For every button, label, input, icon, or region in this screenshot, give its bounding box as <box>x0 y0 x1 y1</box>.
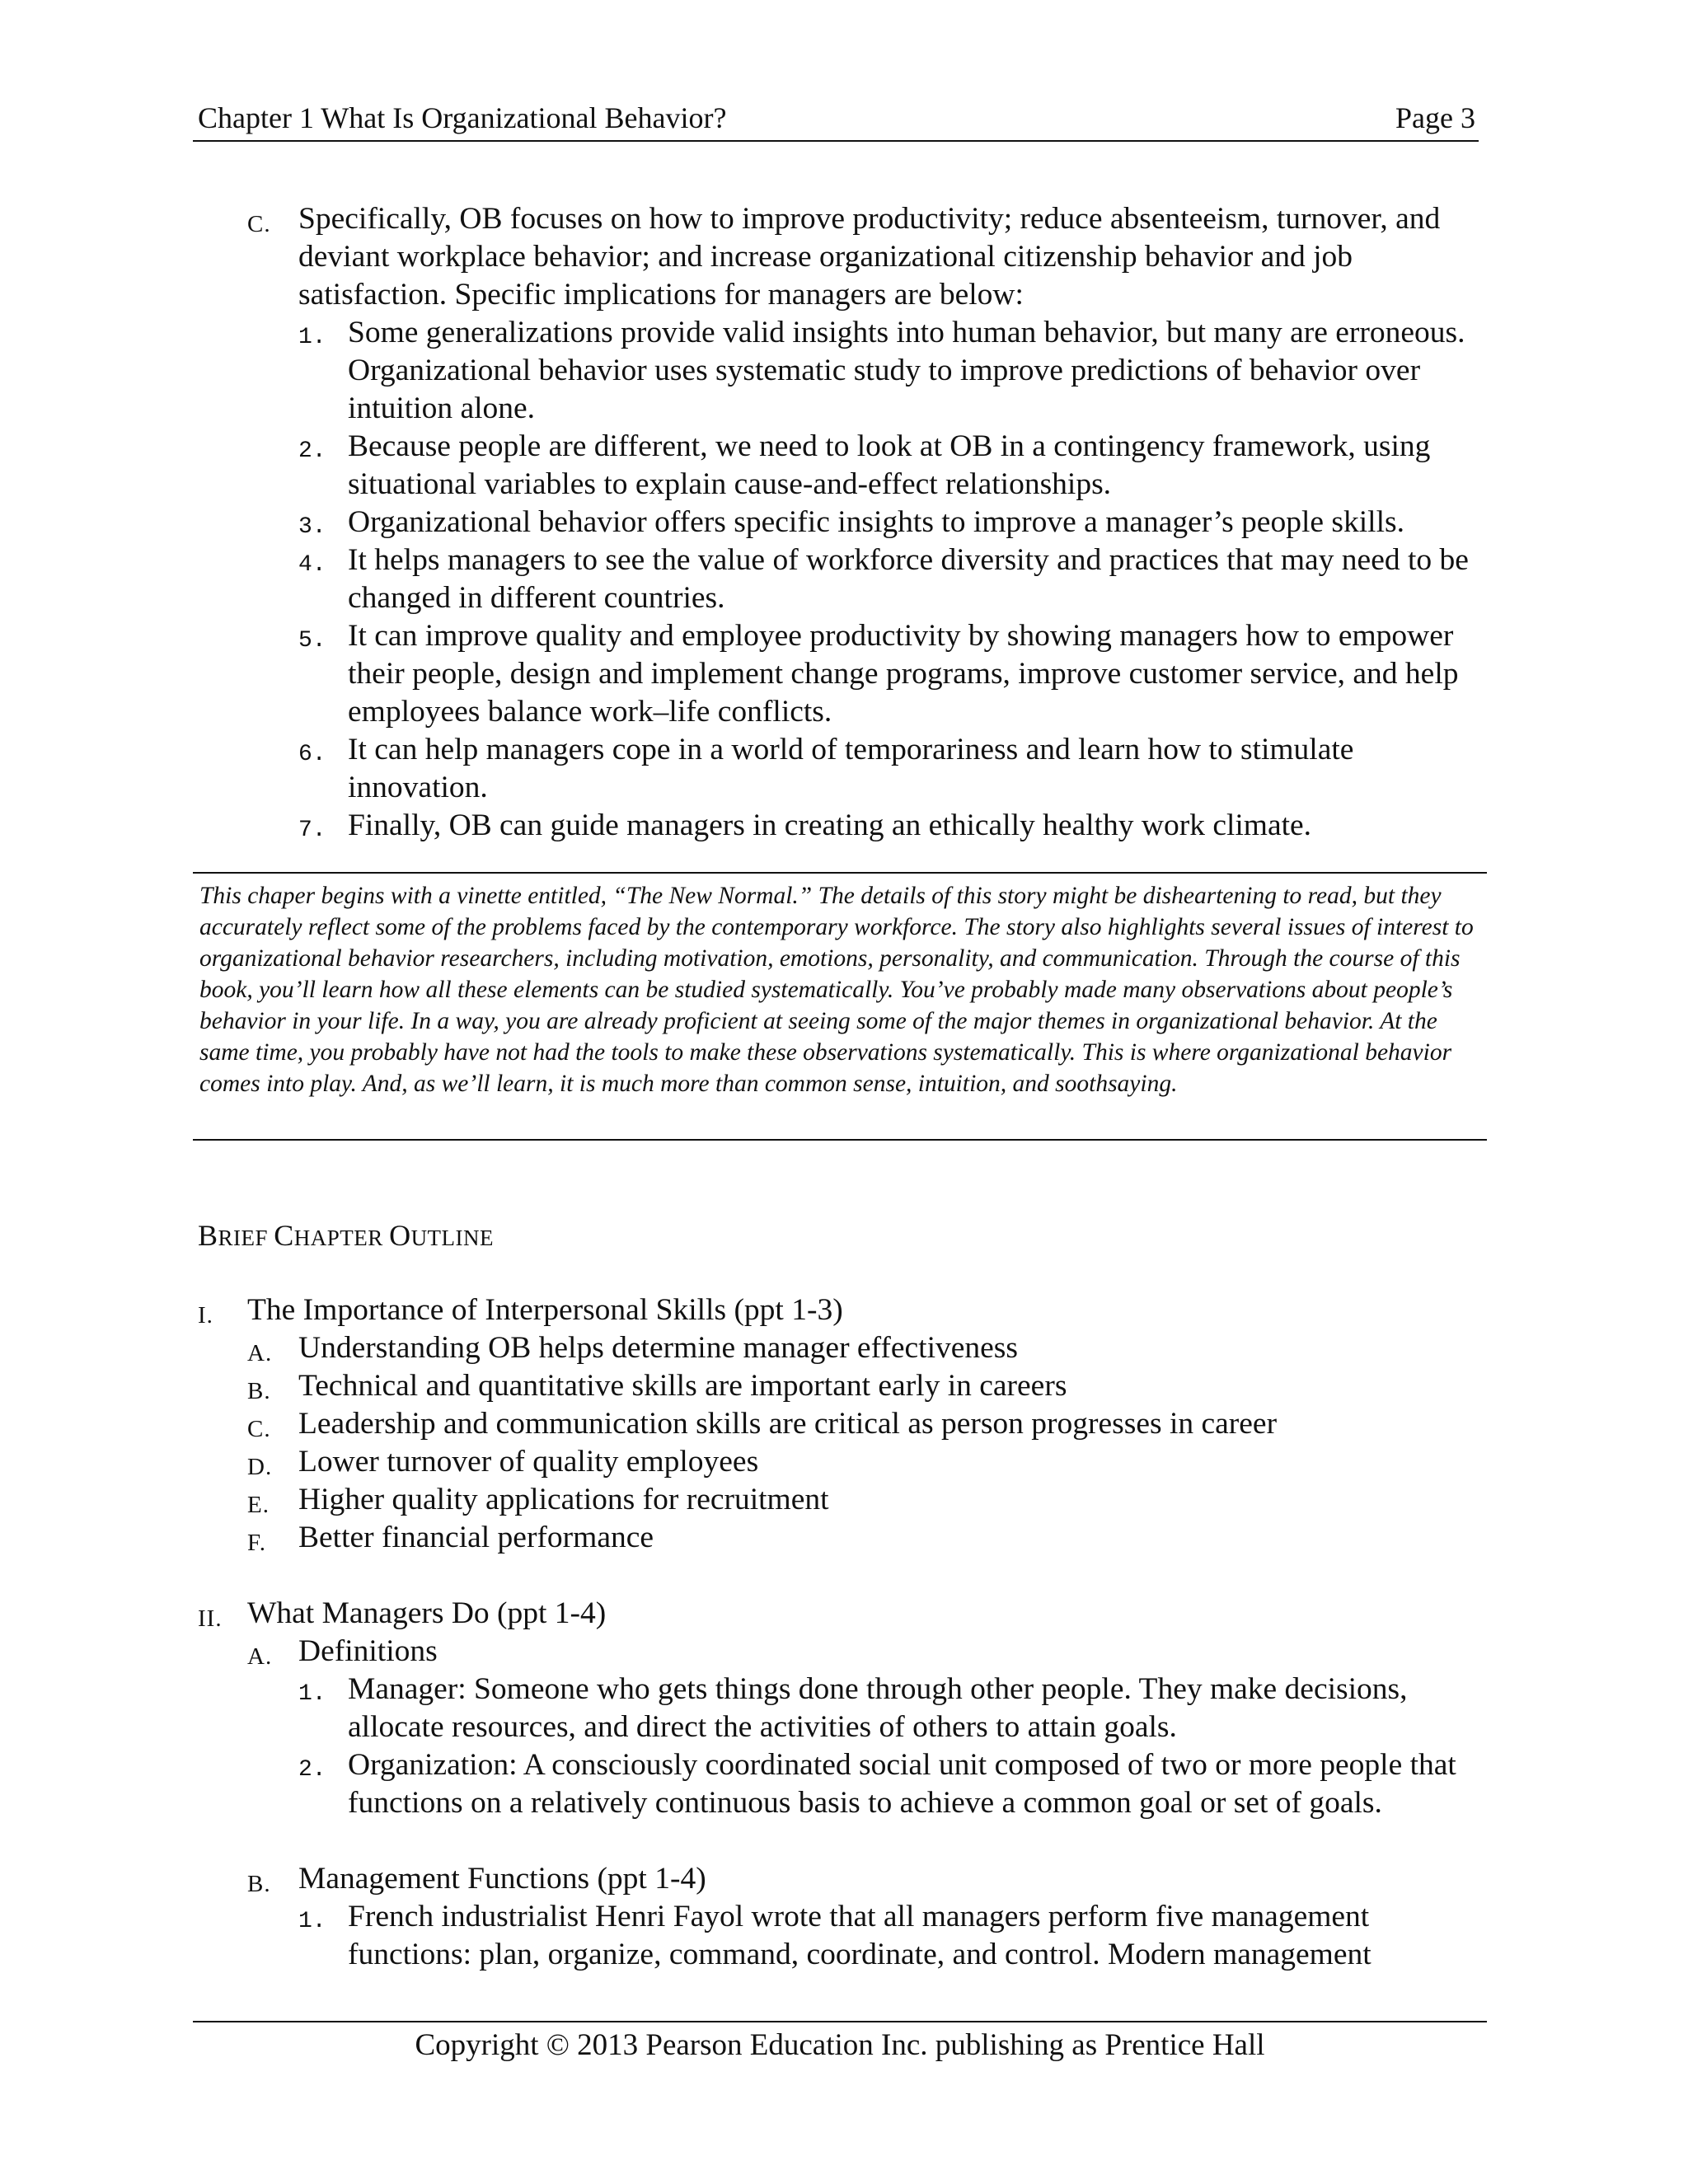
footer-rule <box>193 2021 1487 2022</box>
section-heading: BRIEF CHAPTER OUTLINE <box>198 1219 495 1252</box>
chapter-intro-text: This chaper begins with a vinette entitled, “The New Normal.” The details of this story might be disheartening to read, but they accurately reflect some of the problems faced by the contemporary workforce. The story also highlights several issues of interest to organizational behavior researchers, including motivation, emotions, personality, and communication. Through the course of this book, you’ll learn how all these elements can be studied systematically. You’ve probably made many observations about people’s behavior in your life. In a way, you are already proficient at seeing some of the major themes in organizational behavior. At the same time, you probably have not had the tools to make these observations systematically. This is where organizational behavior comes into play. And, as we’ll learn, it is much more than common sense, intuition, and soothsaying. <box>199 883 1474 1097</box>
copyright-footer: Copyright © 2013 Pearson Education Inc. publishing as Prentice Hall <box>415 2028 1265 2062</box>
page-header <box>193 97 1479 142</box>
page-number: Page 3 <box>1395 101 1475 134</box>
chapter-title: Chapter 1 What Is Organizational Behavior? <box>198 101 727 134</box>
chapter-intro-box <box>193 872 1487 1141</box>
